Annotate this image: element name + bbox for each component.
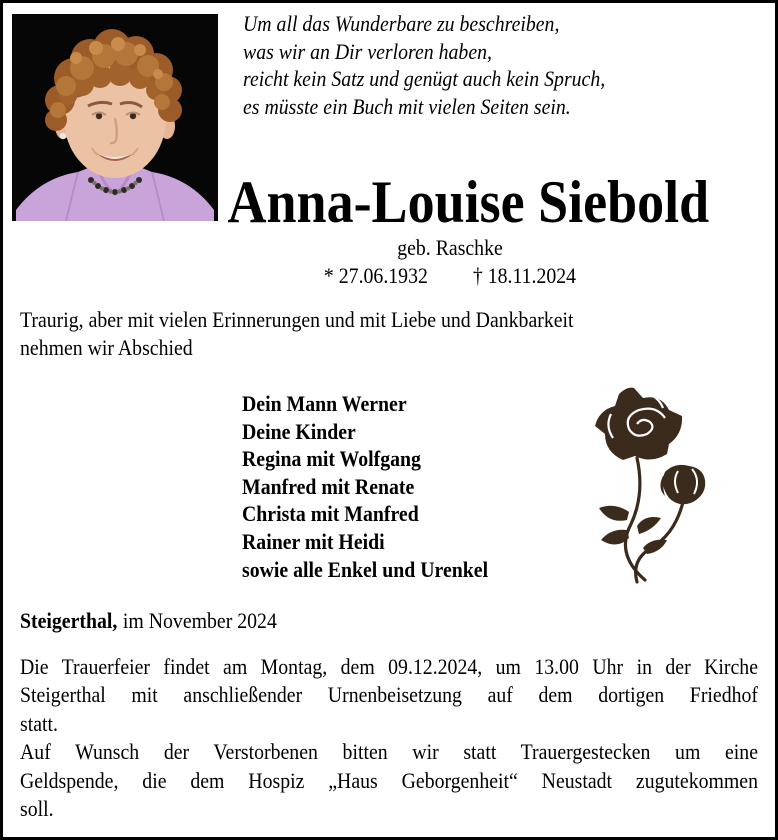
details-line: Die Trauerfeier findet am Montag, dem 09.12.2024, um 13.00 Uhr in der Kirche — [20, 654, 758, 679]
verse-line: reicht kein Satz und genügt auch kein Spruch, — [243, 66, 606, 91]
mourner-line: sowie alle Enkel und Urenkel — [242, 556, 489, 582]
place-name: Steigerthal, — [20, 608, 118, 633]
maiden-name: geb. Raschke — [397, 235, 503, 260]
mourners-list — [242, 390, 620, 583]
rose-icon — [587, 384, 721, 584]
mourner-line: Dein Mann Werner — [242, 391, 407, 416]
name-details — [180, 234, 720, 289]
date-text: im November 2024 — [122, 608, 277, 633]
details-line: soll. — [20, 796, 54, 822]
verse-line: Um all das Wunderbare zu beschreiben, — [243, 11, 560, 36]
farewell-intro — [20, 306, 740, 362]
mourner-line: Deine Kinder — [242, 418, 356, 444]
place-date-line — [20, 607, 650, 634]
verse-line: was wir an Dir verloren haben, — [243, 38, 492, 64]
mourner-line: Manfred mit Renate — [242, 473, 415, 499]
details-line: Auf Wunsch der Verstorbenen bitten wir statt Trauergestecken um eine — [20, 739, 758, 765]
death-date: † 18.11.2024 — [472, 262, 577, 288]
funeral-details — [20, 653, 758, 823]
verse-line: es müsste ein Buch mit vielen Seiten sein. — [243, 93, 571, 119]
deceased-name: Anna-Louise Siebold — [227, 169, 710, 235]
memorial-verse — [243, 10, 747, 120]
intro-line: nehmen wir Abschied — [20, 335, 193, 360]
mourner-line: Rainer mit Heidi — [242, 528, 385, 554]
mourner-line: Regina mit Wolfgang — [242, 446, 421, 472]
details-line: Geldspende, die dem Hospiz „Haus Geborgenheit“ Neustadt zugutekommen — [20, 767, 758, 793]
details-line: Steigerthal mit anschließender Urnenbeisetzung auf dem dortigen Friedhof — [20, 682, 758, 708]
mourner-line: Christa mit Manfred — [242, 501, 419, 527]
life-dates — [180, 262, 720, 290]
intro-line: Traurig, aber mit vielen Erinnerungen und mit Liebe und Dankbarkeit — [20, 307, 574, 332]
details-line: statt. — [20, 710, 58, 736]
birth-date: * 27.06.1932 — [323, 262, 428, 288]
